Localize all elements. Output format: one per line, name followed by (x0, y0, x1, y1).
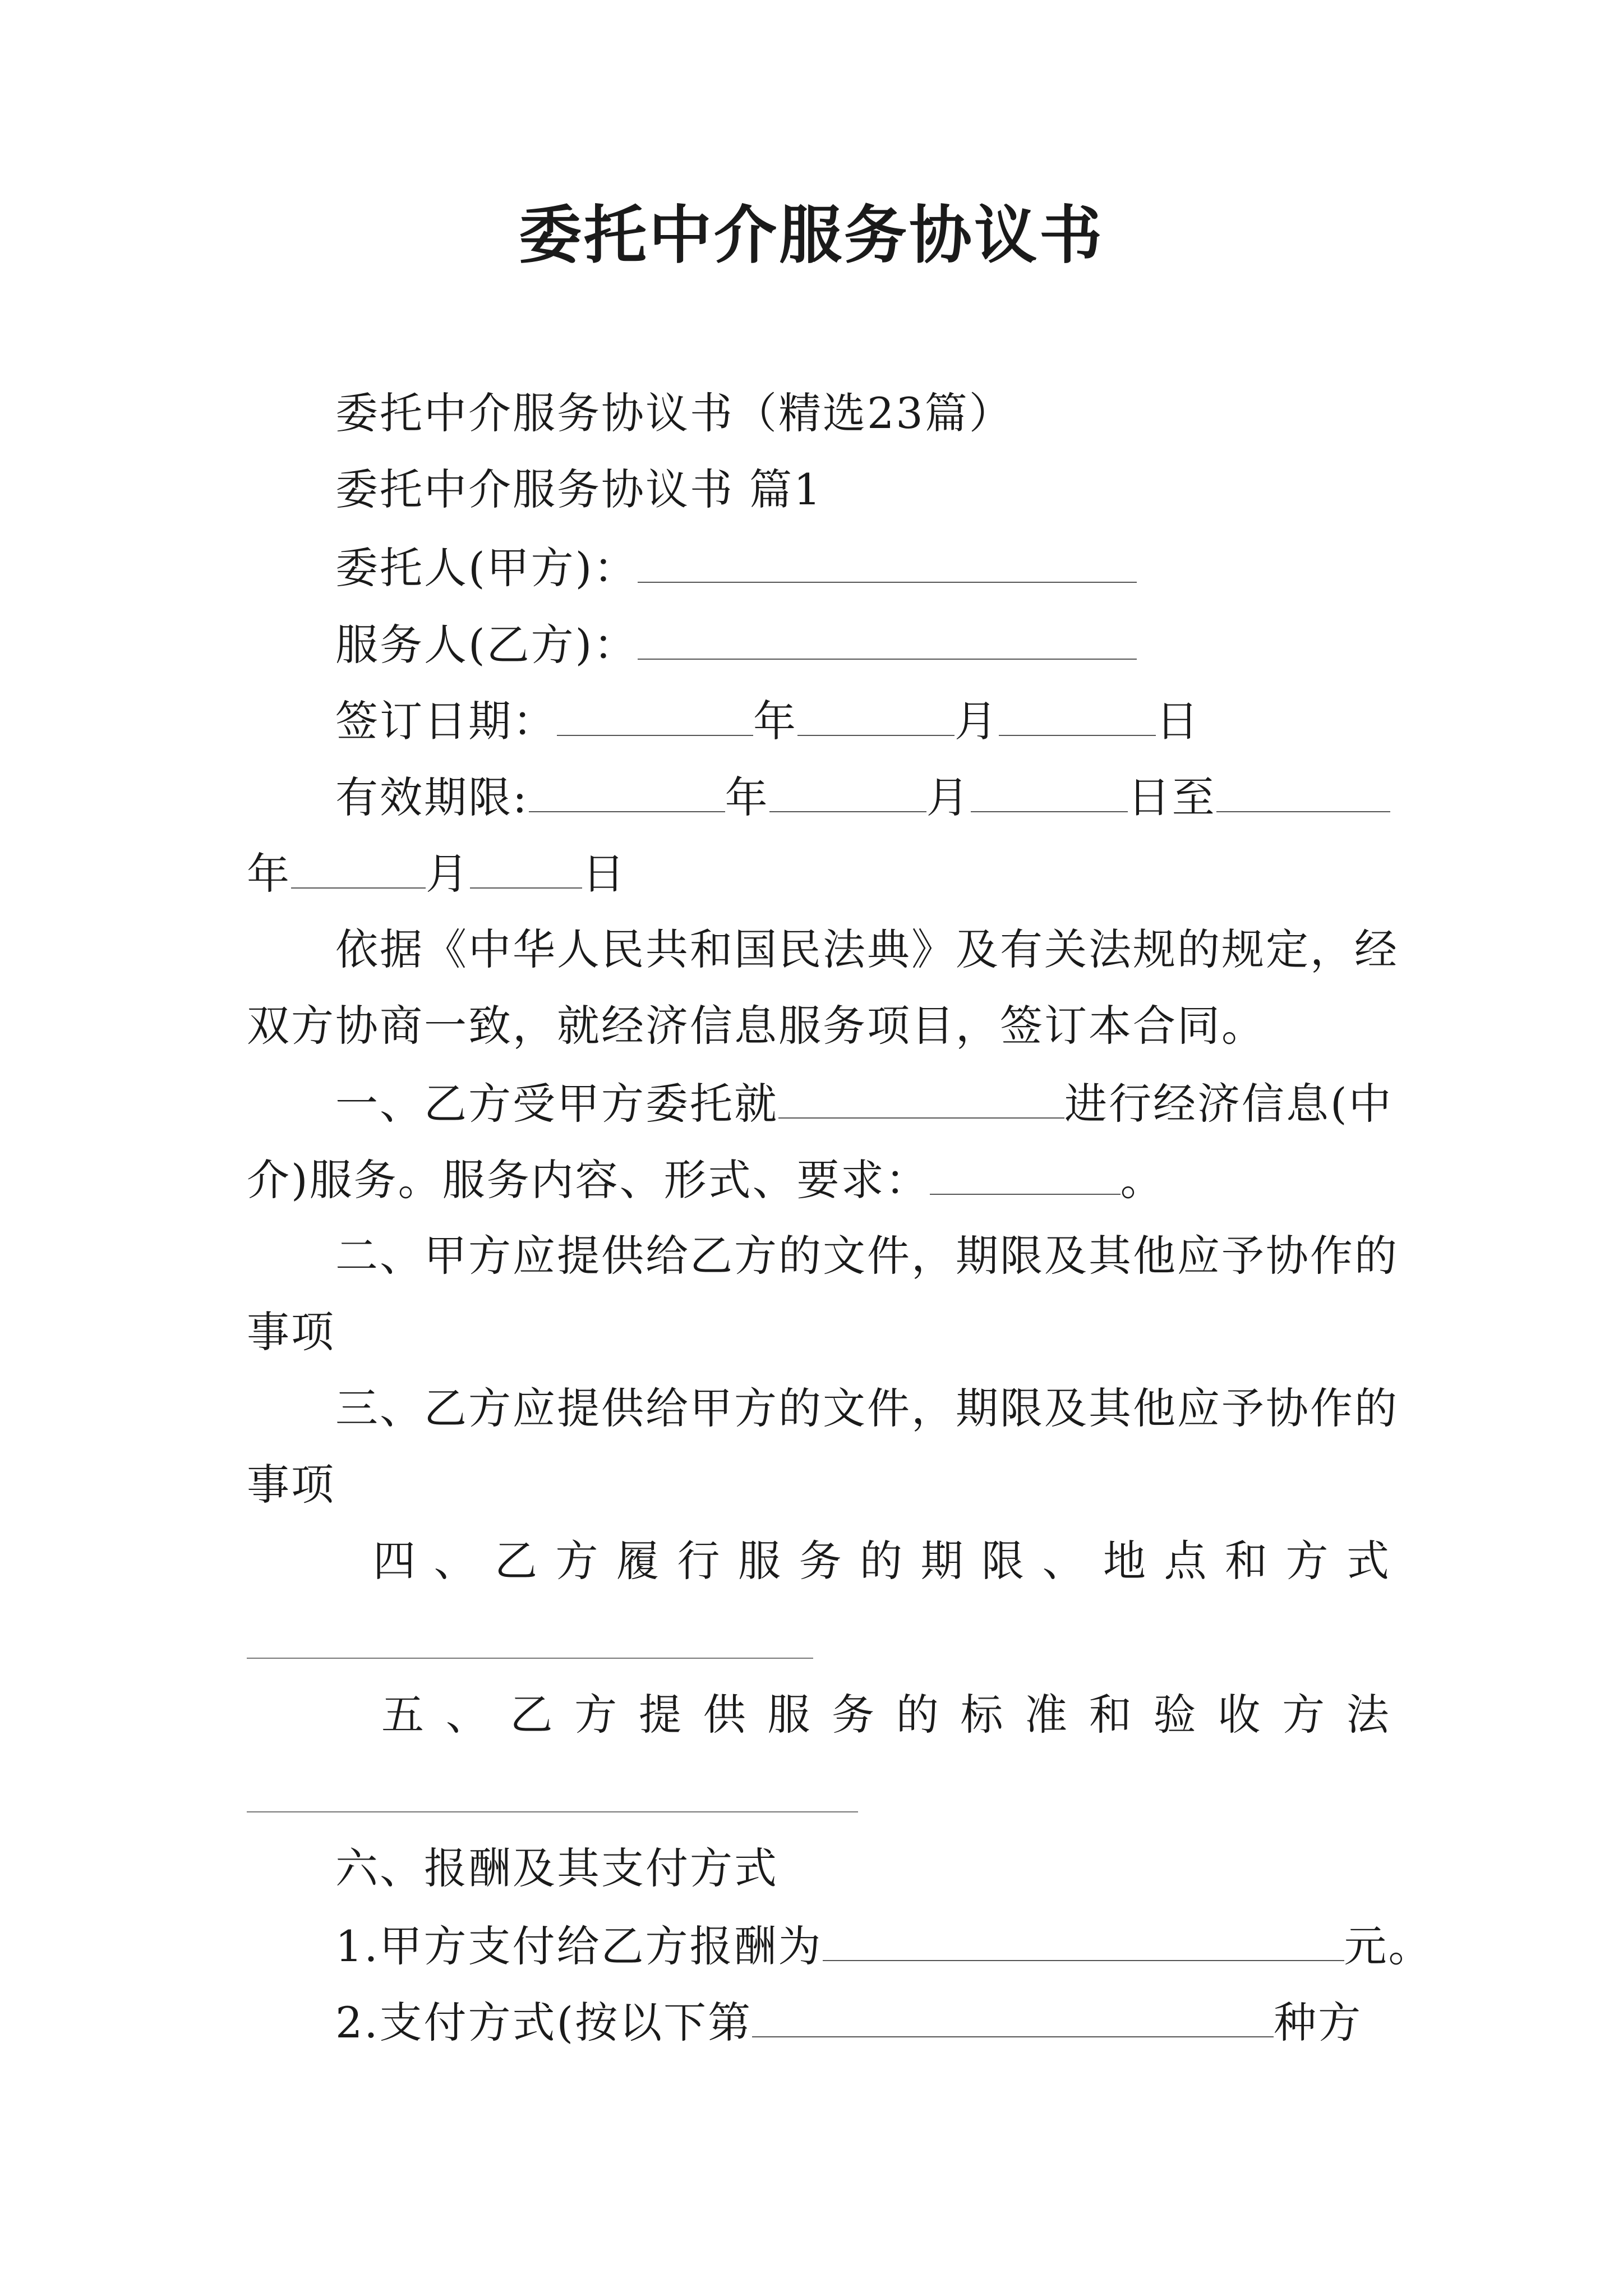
clause-5-char: 乙 (510, 1690, 555, 1740)
validity-start-month-blank[interactable] (769, 765, 926, 812)
sign-date-field (247, 689, 1479, 751)
clause-6-1-line (247, 1914, 1519, 1976)
clause-5-char: 方 (574, 1690, 619, 1740)
year-label: 年 (725, 772, 769, 822)
clause-1-text-d: 。 (1120, 1155, 1165, 1205)
clause-4-char: 期 (920, 1536, 965, 1586)
client-field (247, 536, 1479, 597)
clause-4-char: 和 (1225, 1536, 1269, 1586)
clause-6-2-text-a: 2.支付方式(按以下第 (335, 1998, 753, 2047)
validity-field-continued (247, 841, 1391, 903)
clause-5-char: 务 (832, 1690, 877, 1740)
clause-4-char: 方 (1285, 1536, 1330, 1586)
clause-5-char: 五 (381, 1690, 426, 1740)
client-blank[interactable] (638, 536, 1137, 583)
clause-5-char: 提 (638, 1690, 683, 1740)
clause-5-blank[interactable] (247, 1811, 858, 1812)
month-label: 月 (926, 772, 971, 822)
year-label: 年 (753, 696, 797, 746)
clause-5-char: 准 (1025, 1690, 1069, 1740)
clause-2-line-1: 二、甲方应提供给乙方的文件，期限及其他应予协作的 (335, 1231, 1399, 1281)
sign-year-blank[interactable] (557, 689, 753, 736)
clause-5-char: 验 (1153, 1690, 1198, 1740)
clause-1-subject-blank[interactable] (778, 1071, 1064, 1119)
clause-4-char: 地 (1103, 1536, 1147, 1586)
clause-5-char: 的 (896, 1690, 940, 1740)
clause-5-char: 服 (767, 1690, 812, 1740)
clause-5-line (381, 1684, 1391, 1746)
day-label: 日 (582, 849, 626, 899)
day-label: 日 (1156, 696, 1200, 746)
clause-2-line-2: 事项 (247, 1307, 335, 1357)
validity-end-year-blank[interactable] (1216, 765, 1390, 812)
clause-4-line (373, 1530, 1391, 1592)
clause-5-char: 法 (1346, 1690, 1391, 1740)
intro-line-2: 双方协商一致，就经济信息服务项目，签订本合同。 (247, 1001, 1266, 1051)
validity-end-day-blank[interactable] (470, 841, 582, 889)
clause-6-heading: 六、报酬及其支付方式 (335, 1843, 778, 1893)
client-label: 委托人(甲方)： (335, 543, 638, 593)
clause-5-char: 收 (1218, 1690, 1262, 1740)
clause-1-text-c: 介)服务。服务内容、形式、要求： (247, 1155, 930, 1205)
clause-1-line-2 (247, 1148, 1391, 1209)
clause-1-text-a: 一、乙方受甲方委托就 (335, 1079, 778, 1129)
payment-method-blank[interactable] (752, 1990, 1274, 2037)
clause-4-char: 的 (860, 1536, 904, 1586)
provider-blank[interactable] (638, 613, 1137, 660)
sign-date-label: 签订日期： (335, 696, 557, 746)
clause-1-text-b: 进行经济信息(中 (1064, 1079, 1393, 1129)
validity-label: 有效期限: (335, 772, 529, 822)
provider-label: 服务人(乙方)： (335, 620, 638, 670)
validity-end-month-blank[interactable] (291, 841, 426, 889)
clause-5-char: 供 (703, 1690, 748, 1740)
clause-6-2-line (247, 1990, 1479, 2052)
clause-4-char: 服 (738, 1536, 782, 1586)
clause-4-char: 限 (981, 1536, 1026, 1586)
validity-start-day-blank[interactable] (971, 765, 1128, 812)
clause-1-line-1 (247, 1071, 1479, 1133)
validity-field (247, 765, 1479, 827)
clause-6-1-text-a: 1.甲方支付给乙方报酬为 (335, 1921, 823, 1971)
clause-4-char: 点 (1164, 1536, 1209, 1586)
clause-4-char: 式 (1347, 1536, 1391, 1586)
sign-month-blank[interactable] (797, 689, 955, 736)
clause-4-blank[interactable] (247, 1658, 813, 1659)
section-heading: 委托中介服务协议书 篇1 (335, 464, 823, 514)
document-title: 委托中介服务协议书 (519, 199, 1104, 272)
clause-4-char: 、 (1042, 1536, 1087, 1586)
month-label: 月 (426, 849, 470, 899)
clause-3-line-1: 三、乙方应提供给甲方的文件，期限及其他应予协作的 (335, 1383, 1399, 1433)
clause-1-requirements-blank[interactable] (930, 1148, 1121, 1195)
clause-3-line-2: 事项 (247, 1460, 335, 1510)
remuneration-blank[interactable] (823, 1914, 1344, 1961)
clause-6-2-text-b: 种方 (1274, 1998, 1363, 2047)
clause-6-1-text-b: 元。 (1344, 1921, 1433, 1971)
clause-5-char: 、 (445, 1690, 490, 1740)
clause-5-char: 标 (960, 1690, 1005, 1740)
validity-start-year-blank[interactable] (529, 765, 725, 812)
year-label: 年 (247, 849, 291, 899)
clause-4-char: 四 (373, 1536, 417, 1586)
clause-4-char: 方 (555, 1536, 600, 1586)
sign-day-blank[interactable] (999, 689, 1156, 736)
clause-4-char: 务 (799, 1536, 843, 1586)
month-label: 月 (955, 696, 999, 746)
clause-4-char: 行 (677, 1536, 722, 1586)
intro-line-1: 依据《中华人民共和国民法典》及有关法规的规定，经 (335, 924, 1399, 974)
clause-4-char: 、 (434, 1536, 478, 1586)
clause-5-char: 方 (1282, 1690, 1327, 1740)
provider-field (247, 613, 1479, 674)
day-to-label: 日至 (1127, 772, 1216, 822)
document-subtitle: 委托中介服务协议书（精选23篇） (335, 388, 1013, 438)
clause-4-char: 履 (616, 1536, 661, 1586)
clause-4-char: 乙 (495, 1536, 539, 1586)
clause-5-char: 和 (1089, 1690, 1133, 1740)
